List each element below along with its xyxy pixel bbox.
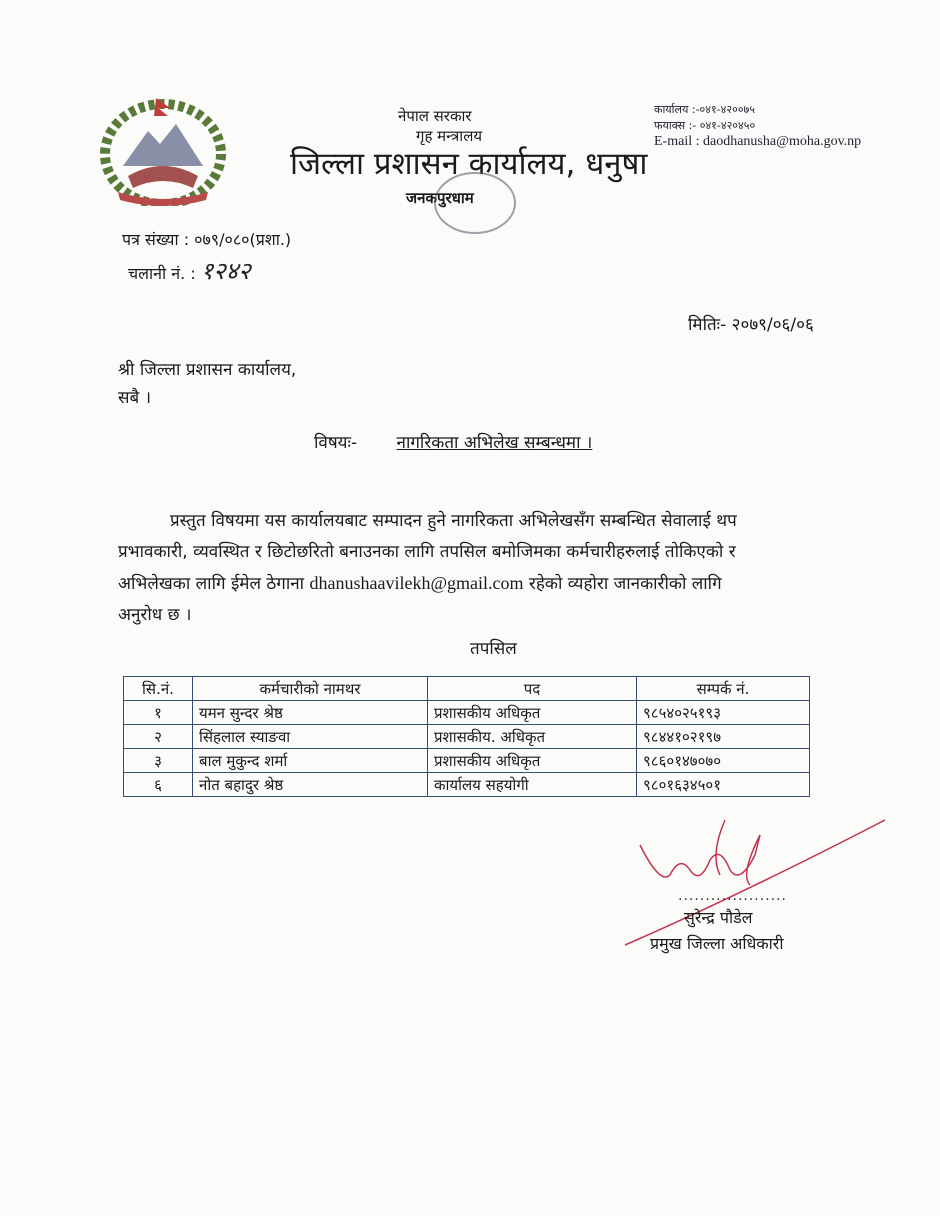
cell-name: यमन सुन्दर श्रेष्ठ: [193, 701, 428, 725]
dispatch-number-row: [128, 254, 251, 287]
letter-number: पत्र संख्या : ०७९/०८०(प्रशा.): [122, 230, 292, 249]
header-contact: सम्पर्क नं.: [637, 677, 810, 701]
letter-date: मितिः- २०७९/०६/०६: [688, 315, 814, 335]
cell-contact: ९८४४१०२१९७: [637, 725, 810, 749]
cell-name: बाल मुकुन्द शर्मा: [193, 749, 428, 773]
ministry-name: गृह मन्त्रालय: [416, 127, 483, 145]
body-line: प्रस्तुत विषयमा यस कार्यालयबाट सम्पादन हुने नागरिकता अभिलेखसँग सम्बन्धित सेवालाई थप: [170, 511, 737, 531]
letter-body: [118, 506, 838, 631]
cell-post: प्रशासकीय अधिकृत: [428, 749, 637, 773]
recipient: [118, 356, 296, 412]
cell-serial: १: [124, 701, 193, 725]
body-line-part: अभिलेखका लागि ईमेल ठेगाना: [118, 574, 305, 594]
dispatch-number: १२४२: [200, 257, 251, 285]
fax-number: फयाक्स :- ०४१-४२०४५०: [654, 119, 756, 132]
cell-contact: ९८६०१४७०७०: [637, 749, 810, 773]
cell-name: सिंहलाल स्याङवा: [193, 725, 428, 749]
cell-post: प्रशासकीय. अधिकृत: [428, 725, 637, 749]
recipient-line1: श्री जिल्ला प्रशासन कार्यालय,: [118, 360, 297, 380]
office-title: जिल्ला प्रशासन कार्यालय, धनुषा: [290, 146, 648, 182]
contact-block: [654, 102, 861, 150]
body-line: अनुरोध छ ।: [118, 605, 192, 625]
office-stamp-icon: [420, 168, 530, 238]
body-line-part: रहेको व्यहोरा जानकारीको लागि: [528, 574, 722, 594]
cell-post: कार्यालय सहयोगी: [428, 773, 637, 797]
signatory-title: प्रमुख जिल्ला अधिकारी: [650, 934, 784, 953]
cell-contact: ९८५४०२५१९३: [637, 701, 810, 725]
avilekh-email: dhanushaavilekh@gmail.com: [309, 573, 524, 593]
header-name: कर्मचारीको नामथर: [193, 677, 428, 701]
body-line: प्रभावकारी, व्यवस्थित र छिटोछरितो बनाउनका लागि तपसिल बमोजिमका कर्मचारीहरुलाई तोकिएको र: [118, 542, 736, 562]
signatory-name: सुरेन्द्र पौडेल: [684, 908, 753, 927]
cell-name: नोत बहादुर श्रेष्ठ: [193, 773, 428, 797]
recipient-line2: सबै ।: [118, 388, 152, 408]
dispatch-label: चलानी नं. :: [128, 264, 196, 283]
header-post: पद: [428, 677, 637, 701]
subject-label: विषयः-: [314, 433, 358, 453]
office-phone: कार्यालय :-०४१-४२००७५: [654, 103, 755, 116]
signature-dots: ....................: [678, 888, 788, 904]
header-serial: सि.नं.: [124, 677, 193, 701]
cell-serial: २: [124, 725, 193, 749]
table-header-row: [124, 677, 810, 701]
subject: [314, 430, 592, 453]
cell-contact: ९८०१६३४५०१: [637, 773, 810, 797]
locality: जनकपुरधाम: [406, 189, 474, 207]
body-line: [118, 568, 838, 600]
table-row: [124, 773, 810, 797]
nepal-emblem-icon: [98, 96, 228, 206]
table-row: [124, 749, 810, 773]
office-email: E-mail : daodhanusha@moha.gov.np: [654, 134, 862, 149]
cell-post: प्रशासकीय अधिकृत: [428, 701, 637, 725]
cell-serial: ३: [124, 749, 193, 773]
tapasil-heading: तपसिल: [470, 639, 517, 659]
government-name: नेपाल सरकार: [398, 107, 472, 125]
table-row: [124, 725, 810, 749]
table-row: [124, 701, 810, 725]
subject-text: नागरिकता अभिलेख सम्बन्धमा ।: [396, 433, 593, 453]
cell-serial: ६: [124, 773, 193, 797]
staff-table: [123, 676, 810, 797]
